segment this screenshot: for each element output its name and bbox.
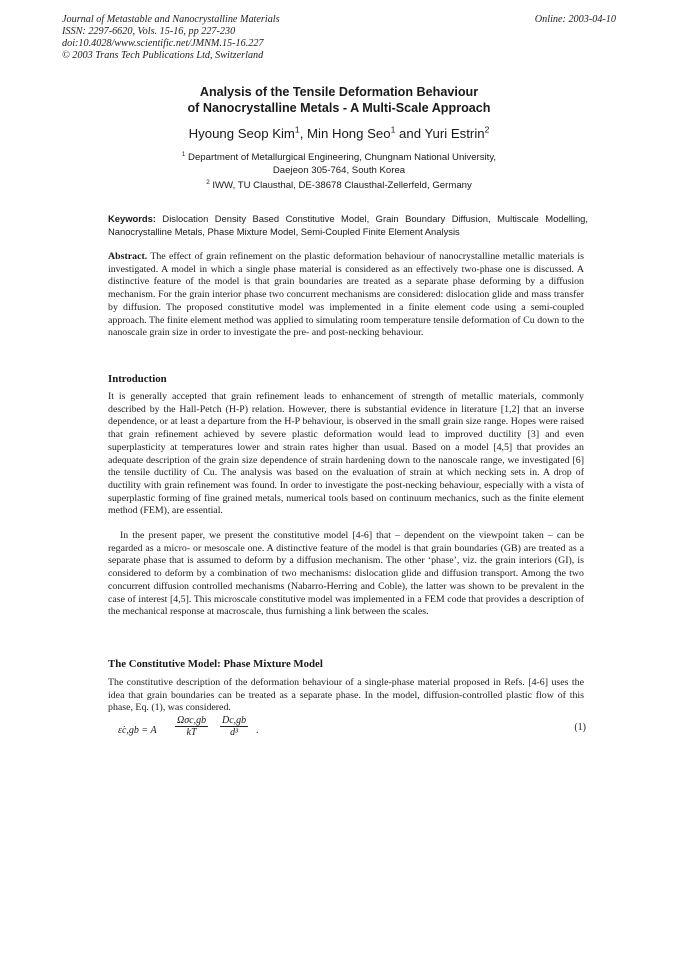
doi-line: doi:10.4028/www.scientific.net/JMNM.15-16.227 [62,38,264,49]
equation-fraction-1 [175,715,208,738]
equation-period: . [256,725,259,736]
keywords-label: Keywords: [108,213,156,224]
introduction-paragraph-1: It is generally accepted that grain refinement leads to enhancement of strength of metallic materials, commonly described by the Hall-Petch (H-P) relation. However, there is substantial evidence in literature [1,2] that an inverse dependence, or at least a departure from the H-P behaviour, is observed in the small grain size range. Hopes were raised that grain refinement achieved by severe plastic deformation would lead to improved ductility [3] and even superplasticity at temperatures lower and strain rates higher than usual. Based on a model [4,5] that provides an adequate description of the grain size dependence of strain hardening down to the nanoscale range, we investigated [6] the tensile ductility of Cu. The analysis was based on the evaluation of strain at which necking sets in. A drop of ductility with grain refinement was found. In order to investigate the post-necking behaviour, especially with a vista of superplastic forming of fine grained metals, numerical tools based on continuum mechanics, such as the finite element method (FEM), are essential. [108,391,584,517]
affiliation-marker: 2 [484,124,490,135]
author-name: Min Hong Seo [307,126,391,141]
abstract [108,251,584,340]
affiliation-marker: 1 [294,124,300,135]
online-date: Online: 2003-04-10 [534,14,616,25]
affiliation-text: Department of Metallurgical Engineering, Chungnam National University, [185,152,497,163]
author-name: Hyoung Seop Kim [188,126,295,141]
issn-line: ISSN: 2297-6620, Vols. 15-16, pp 227-230 [62,26,236,37]
affiliation-2 [60,179,618,192]
author-separator: and [395,126,425,141]
author-separator: , [299,126,308,141]
section-heading-constitutive-model: The Constitutive Model: Phase Mixture Model [108,658,323,670]
equation-numerator: Dc,gb [222,715,247,726]
equation-denominator: kT [186,727,197,738]
equation-denominator: d³ [230,727,239,738]
affiliation-text: IWW, TU Clausthal, DE-38678 Clausthal-Zellerfeld, Germany [209,180,472,191]
equation-1 [118,713,588,749]
keywords-text: Dislocation Density Based Constitutive Model, Grain Boundary Diffusion, Multiscale Modelling, Nanocrystalline Metals, Phase Mixture Model, Semi-Coupled Finite Element Analysis [108,213,588,237]
abstract-label: Abstract. [108,251,148,262]
affiliation-1 [60,151,618,177]
affiliation-marker: 1 [181,150,186,158]
affiliation-text: Daejeon 305-764, South Korea [272,165,406,176]
affiliation-marker: 1 [390,124,396,135]
title-line-2: of Nanocrystalline Metals - A Multi-Scale Approach [187,101,491,115]
journal-header [62,14,622,62]
equation-numerator: Ωσc,gb [177,715,207,726]
equation-fraction-2 [220,715,248,738]
journal-name: Journal of Metastable and Nanocrystalline Materials [62,14,280,25]
title-line-1: Analysis of the Tensile Deformation Behaviour [199,85,479,99]
equation-lhs: ε̇c,gb = A [118,725,157,736]
author-name: Yuri Estrin [424,126,485,141]
introduction-paragraph-2: In the present paper, we present the constitutive model [4-6] that – dependent on the viewpoint taken – can be regarded as a micro- or mesoscale one. A distinctive feature of the model is that grain boundaries (GB) are treated as a separate phase that is assumed to deform by a diffusion mechanism. The other ‘phase’, viz. the grain interiors (GI), is considered to deform by a combination of two mechanisms: dislocation glide and diffusion transport. Among the two concurrent diffusion controlled mechanisms (Nabarro-Herring and Coble), the latter was shown to be prevalent in the case of interest [4,5]. This microscale constitutive model was implemented in a FEM code that provides a description of the mechanical response at macroscale, thus furnishing a link between the scales. [108,530,584,618]
copyright-line: © 2003 Trans Tech Publications Ltd, Switzerland [62,50,264,61]
equation-number: (1) [574,722,586,733]
section-heading-introduction: Introduction [108,373,167,385]
paper-title [60,84,618,116]
author-list [60,126,618,141]
constitutive-paragraph-1: The constitutive description of the deformation behaviour of a single-phase material proposed in Refs. [4-6] uses the idea that grain boundaries can be treated as a separate phase. In the model, diffusion-controlled plastic flow of this phase, Eq. (1), was considered. [108,677,584,714]
affiliation-marker: 2 [206,178,210,186]
keywords [108,212,588,238]
abstract-text: The effect of grain refinement on the plastic deformation behaviour of nanocrystalline metallic materials is investigated. A model in which a single phase material is considered as an effectively two-phase one is discussed. A distinctive feature of the model is that grain boundaries are treated as a separate phase deforming by a diffusion mechanism. For the grain interior phase two concurrent mechanisms are considered: dislocation glide and mass transfer by diffusion. The proposed constitutive model was implemented in a finite element code using a semi-coupled approach. The finite element method was applied to simulating room temperature tensile deformation of Cu down to the nanoscale grain size in order to investigate the pre- and post-necking behaviour. [108,251,584,339]
